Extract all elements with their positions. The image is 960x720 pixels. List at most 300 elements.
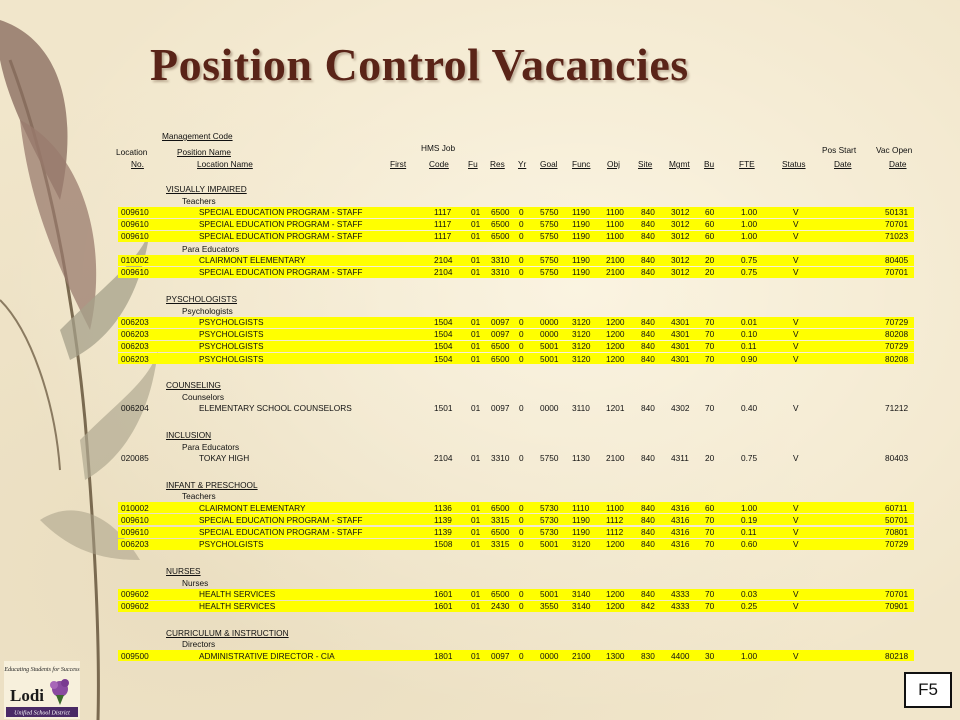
- cell-res: 6500: [491, 207, 510, 217]
- cell-func: 3120: [572, 539, 591, 550]
- cell-mgmt: 4316: [671, 502, 690, 513]
- cell-location-name: SPECIAL EDUCATION PROGRAM - STAFF: [199, 207, 363, 217]
- cell-obj: 1200: [606, 601, 625, 612]
- cell-yr: 0: [519, 502, 524, 513]
- cell-res: 6500: [491, 353, 510, 364]
- slide-tag: F5: [904, 672, 952, 708]
- cell-obj: 1201: [606, 403, 625, 414]
- cell-obj: 1112: [606, 527, 624, 538]
- cell-goal: 5750: [540, 267, 559, 278]
- header-location-name: Location Name: [197, 159, 253, 169]
- section-heading: NURSES: [166, 566, 201, 576]
- cell-status: V: [793, 514, 799, 525]
- cell-goal: 5750: [540, 219, 559, 230]
- cell-yr: 0: [519, 539, 524, 550]
- cell-func: 1190: [572, 255, 590, 266]
- cell-location-name: PSYCHOLGISTS: [199, 329, 264, 340]
- header-yr: Yr: [518, 159, 527, 169]
- cell-goal: 0000: [540, 329, 559, 340]
- cell-mgmt: 4301: [671, 341, 690, 352]
- header-code: Code: [429, 159, 449, 169]
- header-goal: Goal: [540, 159, 558, 169]
- cell-site: 840: [641, 502, 655, 513]
- cell-fu: 01: [471, 650, 481, 661]
- cell-job-code: 1117: [434, 207, 452, 217]
- section-heading: INCLUSION: [166, 430, 212, 440]
- cell-site: 840: [641, 231, 655, 242]
- cell-site: 840: [641, 453, 655, 463]
- cell-location-no: 006203: [121, 341, 149, 352]
- cell-status: V: [793, 329, 799, 340]
- cell-location-no: 010002: [121, 502, 149, 513]
- cell-yr: 0: [519, 255, 524, 266]
- cell-func: 1190: [572, 514, 590, 525]
- cell-vac-open-date: 80218: [885, 650, 909, 661]
- subsection-heading: Psychologists: [182, 305, 233, 316]
- cell-fu: 01: [471, 527, 481, 538]
- cell-fu: 01: [471, 207, 481, 217]
- cell-job-code: 1601: [434, 601, 453, 612]
- cell-fte: 0.60: [741, 539, 758, 550]
- cell-status: V: [793, 317, 799, 327]
- logo-tagline: Educating Students for Success: [4, 667, 80, 673]
- cell-location-name: PSYCHOLGISTS: [199, 341, 264, 352]
- cell-location-name: HEALTH SERVICES: [199, 589, 276, 599]
- cell-bu: 70: [705, 353, 715, 364]
- cell-job-code: 2104: [434, 453, 453, 463]
- cell-job-code: 1501: [434, 403, 453, 414]
- header-vac-open-date: Date: [889, 159, 907, 169]
- cell-location-name: TOKAY HIGH: [199, 453, 250, 463]
- lodi-usd-logo: [4, 661, 80, 719]
- header-mgmt: Mgmt: [669, 159, 690, 169]
- cell-location-no: 009610: [121, 527, 149, 538]
- cell-yr: 0: [519, 231, 524, 242]
- section-heading: VISUALLY IMPAIRED: [166, 184, 247, 194]
- header-bu: Bu: [704, 159, 715, 169]
- cell-status: V: [793, 353, 799, 364]
- cell-fte: 0.75: [741, 453, 758, 463]
- cell-goal: 5750: [540, 231, 559, 242]
- cell-obj: 1300: [606, 650, 625, 661]
- subsection-heading: Directors: [182, 639, 216, 650]
- cell-mgmt: 4301: [671, 329, 690, 340]
- page-title: Position Control Vacancies: [150, 39, 689, 90]
- section-heading: COUNSELING: [166, 380, 221, 391]
- cell-location-no: 009610: [121, 514, 149, 525]
- cell-status: V: [793, 267, 799, 278]
- cell-location-no: 006204: [121, 403, 149, 414]
- cell-fu: 01: [471, 341, 481, 352]
- cell-func: 3140: [572, 601, 591, 612]
- header-position-name: Position Name: [177, 147, 231, 157]
- cell-res: 0097: [491, 650, 510, 661]
- cell-func: 1130: [572, 453, 590, 463]
- cell-yr: 0: [519, 219, 524, 230]
- cell-job-code: 1801: [434, 650, 453, 661]
- cell-vac-open-date: 70701: [885, 219, 909, 230]
- cell-location-name: SPECIAL EDUCATION PROGRAM - STAFF: [199, 219, 363, 230]
- cell-bu: 70: [705, 329, 715, 340]
- cell-site: 840: [641, 514, 655, 525]
- cell-bu: 60: [705, 207, 715, 217]
- cell-goal: 5001: [540, 353, 559, 364]
- cell-yr: 0: [519, 317, 524, 327]
- cell-location-name: SPECIAL EDUCATION PROGRAM - STAFF: [199, 527, 363, 538]
- cell-status: V: [793, 589, 799, 599]
- cell-goal: 0000: [540, 403, 559, 414]
- cell-fte: 1.00: [741, 502, 758, 513]
- cell-location-name: SPECIAL EDUCATION PROGRAM - STAFF: [199, 514, 363, 525]
- cell-job-code: 1508: [434, 539, 453, 550]
- cell-job-code: 1117: [434, 219, 452, 230]
- cell-mgmt: 3012: [671, 255, 690, 266]
- cell-goal: 5730: [540, 502, 559, 513]
- cell-job-code: 1504: [434, 329, 453, 340]
- cell-obj: 1200: [606, 329, 625, 340]
- header-management-code: Management Code: [162, 131, 233, 141]
- cell-fte: 1.00: [741, 650, 758, 661]
- cell-func: 3120: [572, 353, 591, 364]
- cell-fte: 0.10: [741, 329, 758, 340]
- cell-obj: 1200: [606, 589, 625, 599]
- cell-location-no: 009602: [121, 601, 149, 612]
- cell-yr: 0: [519, 650, 524, 661]
- cell-bu: 70: [705, 601, 715, 612]
- cell-res: 0097: [491, 403, 510, 414]
- cell-goal: 5730: [540, 514, 559, 525]
- cell-site: 840: [641, 219, 655, 230]
- cell-location-name: PSYCHOLGISTS: [199, 353, 264, 364]
- cell-obj: 1200: [606, 317, 625, 327]
- cell-func: 3120: [572, 329, 591, 340]
- cell-vac-open-date: 70801: [885, 527, 909, 538]
- cell-mgmt: 3012: [671, 219, 690, 230]
- cell-func: 1190: [572, 231, 590, 242]
- cell-fu: 01: [471, 353, 481, 364]
- cell-obj: 2100: [606, 267, 625, 278]
- cell-site: 840: [641, 317, 655, 327]
- cell-fu: 01: [471, 255, 481, 266]
- cell-vac-open-date: 50701: [885, 514, 909, 525]
- cell-site: 842: [641, 601, 655, 612]
- cell-site: 840: [641, 353, 655, 364]
- cell-vac-open-date: 70729: [885, 341, 909, 352]
- cell-site: 840: [641, 539, 655, 550]
- cell-res: 0097: [491, 329, 510, 340]
- cell-obj: 1100: [606, 231, 624, 242]
- cell-fu: 01: [471, 539, 481, 550]
- cell-yr: 0: [519, 353, 524, 364]
- cell-bu: 70: [705, 317, 715, 327]
- cell-site: 840: [641, 329, 655, 340]
- cell-mgmt: 3012: [671, 231, 690, 242]
- subsection-heading: Teachers: [182, 195, 216, 206]
- cell-vac-open-date: 80208: [885, 353, 909, 364]
- cell-obj: 1200: [606, 353, 625, 364]
- cell-obj: 2100: [606, 453, 625, 463]
- cell-fte: 1.00: [741, 219, 758, 230]
- header-func: Func: [572, 159, 591, 169]
- cell-bu: 20: [705, 255, 715, 266]
- logo-name: Lodi: [10, 686, 45, 705]
- section-heading: PYSCHOLOGISTS: [166, 294, 238, 304]
- subsection-heading: Para Educators: [182, 441, 240, 452]
- cell-job-code: 1504: [434, 341, 453, 352]
- cell-fte: 0.03: [741, 589, 758, 599]
- cell-func: 3140: [572, 589, 591, 599]
- cell-bu: 70: [705, 527, 715, 538]
- cell-fu: 01: [471, 514, 481, 525]
- cell-fu: 01: [471, 403, 481, 414]
- cell-vac-open-date: 70701: [885, 589, 909, 599]
- cell-location-no: 006203: [121, 317, 149, 327]
- cell-res: 6500: [491, 231, 510, 242]
- cell-obj: 1100: [606, 207, 624, 217]
- cell-location-name: SPECIAL EDUCATION PROGRAM - STAFF: [199, 231, 363, 242]
- cell-vac-open-date: 80208: [885, 329, 909, 340]
- cell-site: 840: [641, 207, 655, 217]
- cell-yr: 0: [519, 403, 524, 414]
- cell-goal: 5750: [540, 207, 559, 217]
- header-fu: Fu: [468, 159, 478, 169]
- cell-job-code: 2104: [434, 267, 453, 278]
- cell-job-code: 1504: [434, 317, 453, 327]
- cell-func: 3120: [572, 317, 591, 327]
- cell-fte: 0.75: [741, 255, 758, 266]
- cell-vac-open-date: 60711: [885, 502, 908, 513]
- cell-vac-open-date: 71212: [885, 403, 909, 414]
- subsection-heading: Para Educators: [182, 243, 240, 254]
- header-hms-job: HMS Job: [421, 143, 456, 153]
- cell-vac-open-date: 80403: [885, 453, 909, 463]
- cell-yr: 0: [519, 601, 524, 612]
- cell-res: 6500: [491, 219, 510, 230]
- cell-fte: 0.40: [741, 403, 758, 414]
- cell-status: V: [793, 231, 799, 242]
- cell-location-no: 020085: [121, 453, 149, 463]
- cell-func: 1190: [572, 527, 590, 538]
- cell-mgmt: 4316: [671, 514, 690, 525]
- cell-bu: 60: [705, 219, 715, 230]
- header-no: No.: [131, 159, 144, 169]
- cell-obj: 1100: [606, 502, 624, 513]
- header-site: Site: [638, 159, 653, 169]
- header-res: Res: [490, 159, 505, 169]
- cell-location-name: SPECIAL EDUCATION PROGRAM - STAFF: [199, 267, 363, 278]
- cell-res: 0097: [491, 317, 510, 327]
- cell-location-no: 009610: [121, 207, 149, 217]
- cell-yr: 0: [519, 589, 524, 599]
- cell-obj: 2100: [606, 255, 625, 266]
- header-first: First: [390, 159, 407, 169]
- cell-yr: 0: [519, 267, 524, 278]
- cell-site: 840: [641, 589, 655, 599]
- cell-fu: 01: [471, 329, 481, 340]
- header-pos-start-date: Date: [834, 159, 852, 169]
- cell-location-name: CLAIRMONT ELEMENTARY: [199, 255, 306, 266]
- cell-location-name: ELEMENTARY SCHOOL COUNSELORS: [199, 403, 352, 414]
- cell-site: 840: [641, 267, 655, 278]
- cell-obj: 1100: [606, 219, 624, 230]
- header-obj: Obj: [607, 159, 620, 169]
- header-fte: FTE: [739, 159, 755, 169]
- cell-status: V: [793, 403, 799, 414]
- cell-res: 6500: [491, 502, 510, 513]
- cell-mgmt: 4301: [671, 317, 690, 327]
- cell-yr: 0: [519, 341, 524, 352]
- cell-func: 2100: [572, 650, 591, 661]
- cell-fte: 0.11: [741, 341, 757, 352]
- cell-fu: 01: [471, 589, 481, 599]
- cell-status: V: [793, 207, 799, 217]
- subsection-heading: Nurses: [182, 577, 209, 588]
- cell-goal: 5750: [540, 453, 559, 463]
- cell-location-name: HEALTH SERVICES: [199, 601, 276, 612]
- cell-site: 840: [641, 255, 655, 266]
- cell-fte: 0.01: [741, 317, 758, 327]
- cell-bu: 20: [705, 453, 715, 463]
- cell-res: 3310: [491, 267, 510, 278]
- cell-location-no: 009610: [121, 267, 149, 278]
- cell-location-no: 009500: [121, 650, 149, 661]
- cell-res: 2430: [491, 601, 510, 612]
- cell-vac-open-date: 70901: [885, 601, 909, 612]
- cell-status: V: [793, 255, 799, 266]
- header-vac-open: Vac Open: [876, 145, 913, 155]
- logo-subtitle: Unified School District: [14, 710, 70, 717]
- cell-fte: 0.25: [741, 601, 758, 612]
- cell-bu: 70: [705, 403, 715, 414]
- cell-goal: 5001: [540, 341, 559, 352]
- cell-bu: 60: [705, 231, 715, 242]
- cell-goal: 5001: [540, 589, 559, 599]
- cell-location-no: 006203: [121, 353, 149, 364]
- cell-site: 840: [641, 403, 655, 414]
- cell-fte: 0.19: [741, 514, 758, 525]
- section-heading: INFANT & PRESCHOOL: [166, 479, 258, 490]
- cell-goal: 0000: [540, 650, 559, 661]
- cell-func: 3110: [572, 403, 590, 414]
- cell-obj: 1112: [606, 514, 624, 525]
- cell-fte: 1.00: [741, 231, 758, 242]
- cell-bu: 70: [705, 589, 715, 599]
- cell-func: 1190: [572, 219, 590, 230]
- cell-job-code: 1504: [434, 353, 453, 364]
- cell-yr: 0: [519, 453, 524, 463]
- cell-vac-open-date: 50131: [885, 207, 909, 217]
- cell-mgmt: 4333: [671, 601, 690, 612]
- header-location: Location: [116, 147, 148, 157]
- cell-location-name: ADMINISTRATIVE DIRECTOR - CIA: [199, 650, 335, 661]
- cell-res: 6500: [491, 527, 510, 538]
- cell-location-name: PSYCHOLGISTS: [199, 539, 264, 550]
- cell-fu: 01: [471, 601, 481, 612]
- cell-vac-open-date: 70701: [885, 267, 909, 278]
- cell-job-code: 1136: [434, 502, 452, 513]
- cell-res: 3315: [491, 539, 510, 550]
- subsection-heading: Counselors: [182, 391, 224, 402]
- cell-func: 3120: [572, 341, 591, 352]
- cell-mgmt: 4316: [671, 527, 690, 538]
- cell-fu: 01: [471, 219, 481, 230]
- cell-status: V: [793, 527, 799, 538]
- cell-site: 830: [641, 650, 655, 661]
- cell-status: V: [793, 650, 799, 661]
- cell-bu: 60: [705, 502, 715, 513]
- cell-goal: 0000: [540, 317, 559, 327]
- cell-fte: 0.11: [741, 527, 757, 538]
- cell-res: 3310: [491, 255, 510, 266]
- cell-status: V: [793, 502, 799, 513]
- cell-mgmt: 3012: [671, 207, 690, 217]
- cell-job-code: 1117: [434, 231, 452, 242]
- cell-fte: 1.00: [741, 207, 758, 217]
- cell-job-code: 2104: [434, 255, 453, 266]
- cell-res: 6500: [491, 589, 510, 599]
- cell-mgmt: 4333: [671, 589, 690, 599]
- cell-status: V: [793, 219, 799, 230]
- cell-vac-open-date: 70729: [885, 539, 909, 550]
- cell-vac-open-date: 70729: [885, 317, 909, 327]
- cell-mgmt: 3012: [671, 267, 690, 278]
- cell-res: 3310: [491, 453, 510, 463]
- cell-status: V: [793, 601, 799, 612]
- cell-location-no: 010002: [121, 255, 149, 266]
- cell-goal: 5730: [540, 527, 559, 538]
- cell-func: 1110: [572, 502, 590, 513]
- cell-func: 1190: [572, 207, 590, 217]
- cell-goal: 5750: [540, 255, 559, 266]
- subsection-heading: Teachers: [182, 491, 216, 502]
- cell-obj: 1200: [606, 341, 625, 352]
- cell-location-name: PSYCHOLGISTS: [199, 317, 264, 327]
- cell-location-name: CLAIRMONT ELEMENTARY: [199, 502, 306, 513]
- cell-bu: 70: [705, 514, 715, 525]
- cell-bu: 30: [705, 650, 715, 661]
- cell-fte: 0.75: [741, 267, 758, 278]
- cell-yr: 0: [519, 207, 524, 217]
- cell-fu: 01: [471, 502, 481, 513]
- cell-status: V: [793, 453, 799, 463]
- cell-mgmt: 4316: [671, 539, 690, 550]
- cell-mgmt: 4302: [671, 403, 690, 414]
- cell-site: 840: [641, 341, 655, 352]
- cell-yr: 0: [519, 329, 524, 340]
- cell-func: 1190: [572, 267, 590, 278]
- cell-res: 6500: [491, 341, 510, 352]
- cell-fte: 0.90: [741, 353, 758, 364]
- cell-mgmt: 4301: [671, 353, 690, 364]
- cell-site: 840: [641, 527, 655, 538]
- cell-bu: 20: [705, 267, 715, 278]
- cell-job-code: 1601: [434, 589, 453, 599]
- cell-mgmt: 4400: [671, 650, 690, 661]
- header-status: Status: [782, 159, 806, 169]
- cell-location-no: 006203: [121, 329, 149, 340]
- cell-bu: 70: [705, 341, 715, 352]
- cell-job-code: 1139: [434, 527, 452, 538]
- cell-fu: 01: [471, 317, 481, 327]
- section-heading: CURRICULUM & INSTRUCTION: [166, 627, 289, 638]
- cell-yr: 0: [519, 514, 524, 525]
- cell-location-no: 009602: [121, 589, 149, 599]
- cell-vac-open-date: 71023: [885, 231, 909, 242]
- cell-mgmt: 4311: [671, 453, 689, 463]
- cell-status: V: [793, 341, 799, 352]
- cell-vac-open-date: 80405: [885, 255, 909, 266]
- cell-location-no: 009610: [121, 231, 149, 242]
